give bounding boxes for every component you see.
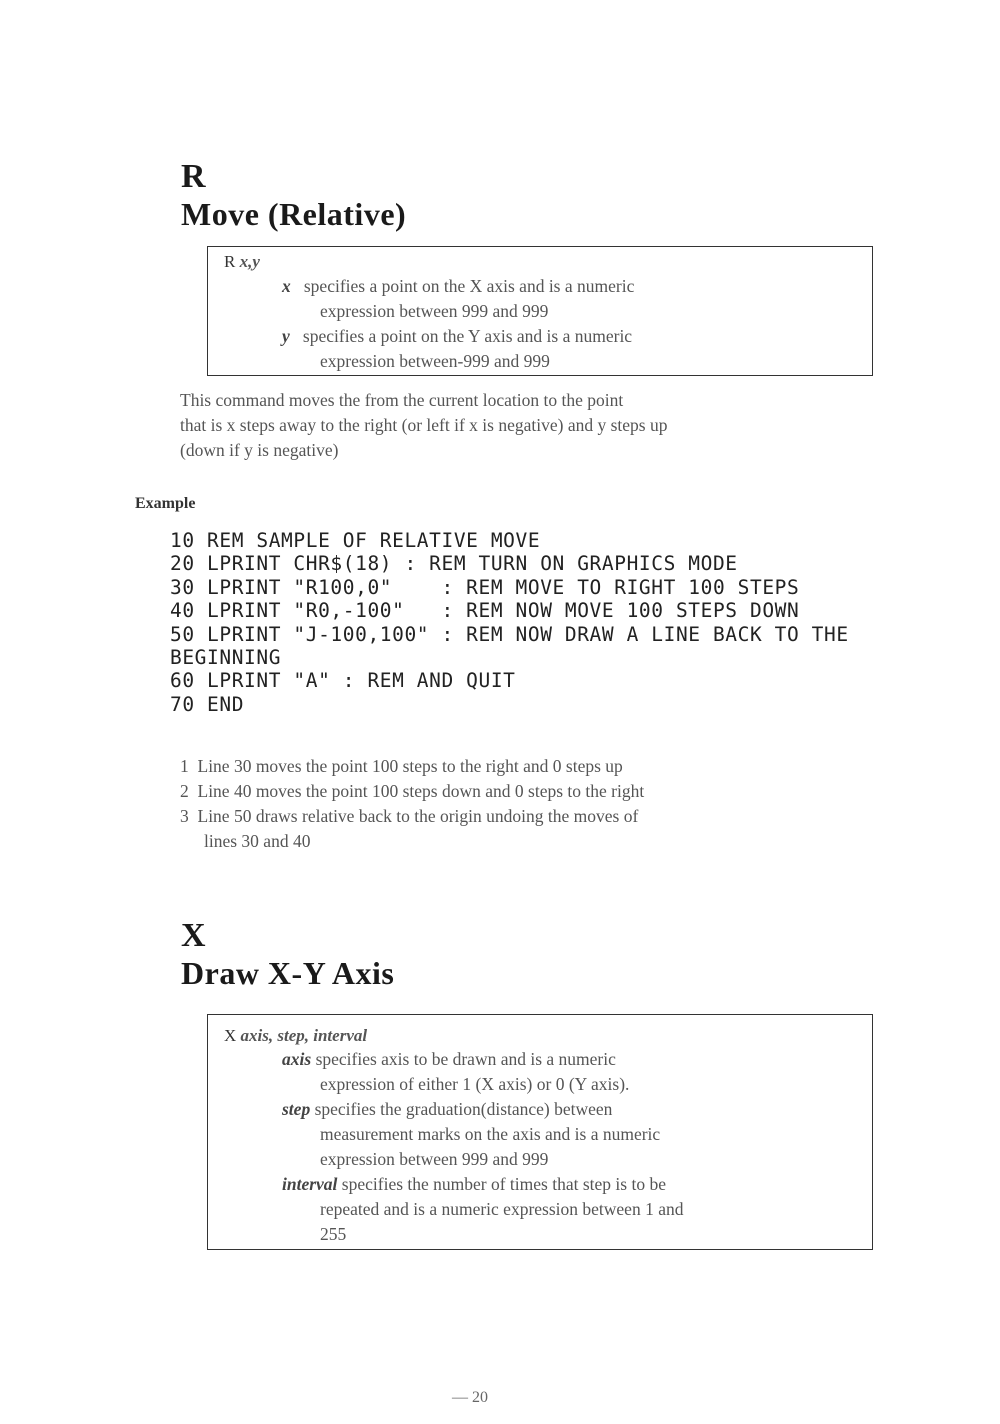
param-y	[282, 324, 632, 349]
syntax-args: x,y	[239, 252, 260, 271]
note-number: 2	[180, 781, 189, 801]
param-interval-line2: repeated and is a numeric expression between 1 and	[320, 1199, 684, 1219]
code-listing	[170, 529, 849, 716]
description-line-3: (down if y is negative)	[180, 440, 339, 460]
note-text: Line 30 moves the point 100 steps to the right and 0 steps up	[197, 756, 623, 776]
param-interval-line3: 255	[320, 1224, 347, 1244]
param-x-line2: expression between 999 and 999	[320, 301, 549, 321]
code-line: 30 LPRINT "R100,0" : REM MOVE TO RIGHT 100 STEPS	[170, 575, 800, 599]
code-line: 40 LPRINT "R0,-100" : REM NOW MOVE 100 STEPS DOWN	[170, 599, 800, 623]
param-desc-line1: specifies the graduation(distance) between	[314, 1099, 613, 1119]
command-letter-x: X	[181, 917, 206, 954]
param-name: x	[282, 276, 291, 296]
param-name: y	[282, 326, 290, 346]
note-1	[180, 754, 623, 779]
command-title-move-relative: Move (Relative)	[181, 196, 407, 232]
code-line: 70 END	[170, 692, 245, 716]
param-name: axis	[282, 1049, 312, 1069]
param-interval	[282, 1172, 666, 1197]
syntax-command: R	[224, 252, 236, 271]
code-line: BEGINNING	[170, 646, 282, 670]
param-step-line2: measurement marks on the axis and is a numeric	[320, 1124, 661, 1144]
param-desc-line1: specifies the number of times that step is to be	[341, 1174, 666, 1194]
syntax-line	[224, 253, 260, 270]
command-letter-r: R	[181, 158, 206, 195]
param-axis-line2: expression of either 1 (X axis) or 0 (Y axis).	[320, 1074, 630, 1094]
param-desc-line1: specifies axis to be drawn and is a numeric	[315, 1049, 616, 1069]
syntax-args: axis, step, interval	[240, 1026, 368, 1045]
syntax-box-r	[207, 246, 873, 376]
param-step-line3: expression between 999 and 999	[320, 1149, 549, 1169]
param-desc-line1: specifies a point on the Y axis and is a numeric	[302, 326, 633, 346]
code-line: 10 REM SAMPLE OF RELATIVE MOVE	[170, 529, 541, 552]
note-number: 3	[180, 806, 189, 826]
page-number: — 20	[452, 1389, 488, 1406]
param-y-line2: expression between-999 and 999	[320, 351, 550, 371]
note-number: 1	[180, 756, 189, 776]
syntax-command: X	[224, 1026, 237, 1045]
param-name: step	[282, 1099, 311, 1119]
syntax-line	[224, 1027, 367, 1044]
example-label: Example	[135, 495, 196, 512]
param-name: interval	[282, 1174, 338, 1194]
note-text: Line 40 moves the point 100 steps down and 0 steps to the right	[197, 781, 645, 801]
param-x	[282, 274, 634, 299]
param-step	[282, 1097, 612, 1122]
code-line: 50 LPRINT "J-100,100" : REM NOW DRAW A LINE BACK TO THE	[170, 622, 849, 646]
note-3	[180, 804, 638, 829]
note-text: Line 50 draws relative back to the origin undoing the moves of	[197, 806, 639, 826]
code-line: 60 LPRINT "A" : REM AND QUIT	[170, 669, 516, 693]
description-line-1: This command moves the from the current location to the point	[180, 390, 624, 410]
param-desc-line1: specifies a point on the X axis and is a numeric	[303, 276, 635, 296]
description-line-2: that is x steps away to the right (or left if x is negative) and y steps up	[180, 415, 668, 435]
note-2	[180, 779, 644, 804]
note-3-line2: lines 30 and 40	[204, 831, 311, 851]
command-title-draw-axis: Draw X-Y Axis	[181, 955, 395, 991]
param-axis	[282, 1047, 616, 1072]
syntax-box-x	[207, 1014, 873, 1250]
code-line: 20 LPRINT CHR$(18) : REM TURN ON GRAPHICS MODE	[170, 552, 738, 576]
